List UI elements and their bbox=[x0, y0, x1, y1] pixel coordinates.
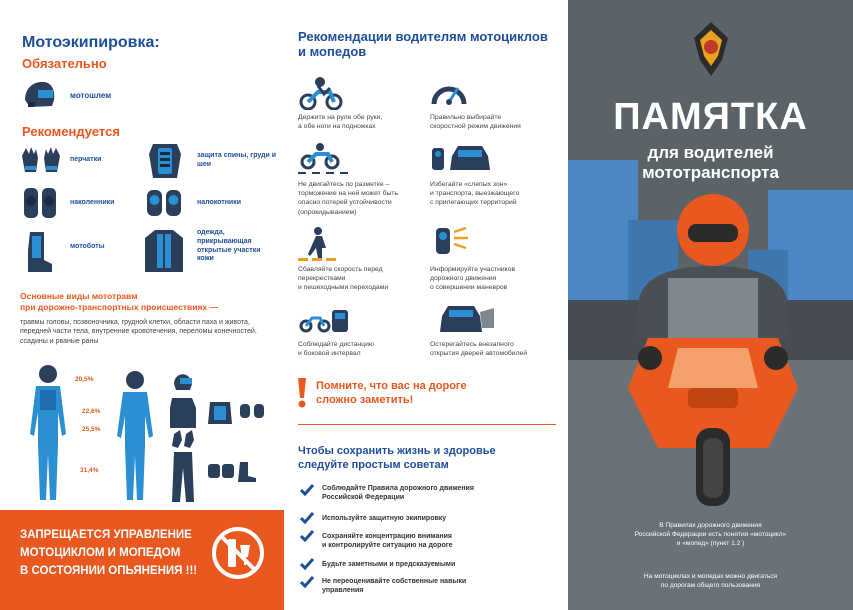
ban-line-2: МОТОЦИКЛОМ И МОПЕДОМ bbox=[20, 546, 181, 559]
distance-icon bbox=[298, 306, 350, 334]
injury-title-line1: Основные виды мототравм bbox=[20, 291, 138, 301]
motorcyclist-illustration bbox=[608, 188, 818, 508]
exclamation-icon bbox=[296, 378, 308, 408]
kneepads-label: наколенники bbox=[70, 199, 115, 206]
check-icon bbox=[300, 558, 314, 570]
check-icon bbox=[300, 512, 314, 524]
back-protector-icon bbox=[145, 140, 185, 180]
boots-label: мотоботы bbox=[70, 243, 105, 250]
mandatory-heading: Обязательно bbox=[22, 56, 107, 71]
equipment-column bbox=[0, 0, 284, 610]
cover-column bbox=[568, 0, 853, 610]
blind-zone-icon bbox=[430, 142, 492, 174]
check-icon bbox=[300, 530, 314, 542]
biker-hands-icon bbox=[298, 76, 344, 110]
ban-text bbox=[20, 527, 205, 580]
tip-speed: Правильно выбирайте скоростной режим движения bbox=[430, 114, 521, 131]
tip-markings: Не двигайтесь по разметке – торможение на ней может быть опасно потерей устойчивости (опрокидыванием) bbox=[298, 181, 399, 216]
body-figure-front bbox=[18, 364, 118, 504]
advice-item: Сохраняйте концентрацию внимания и контролируйте ситуацию на дороге bbox=[322, 533, 453, 550]
tip-doors: Остерегайтесь внезапного открытия дверей автомобилей bbox=[430, 341, 528, 358]
tip-blind-zones: Избегайте «слепых зон» и транспорта, выезжающего с прилегающих территорий bbox=[430, 181, 520, 207]
gloves-label: перчатки bbox=[70, 156, 102, 163]
elbowpads-icon bbox=[145, 186, 183, 220]
back-protection-label: защита спины, груди и шеи bbox=[197, 152, 277, 168]
tip-hands: Держите на руле обе руки, а обе ноги на подножках bbox=[298, 114, 383, 131]
pedestrian-crossing-icon bbox=[298, 226, 338, 262]
helmet-label: мотошлем bbox=[70, 91, 112, 100]
body-figure-back bbox=[105, 370, 165, 504]
speedometer-icon bbox=[430, 76, 468, 108]
road-marking-icon bbox=[298, 142, 348, 176]
stat-legs: 31,4% bbox=[80, 467, 99, 474]
clothing-label: одежда, прикрывающая открытые участки кожи bbox=[197, 229, 261, 263]
recommended-heading: Рекомендуется bbox=[22, 124, 120, 139]
helmet-icon bbox=[22, 80, 56, 110]
stat-head: 20,5% bbox=[75, 376, 94, 383]
gear-set-icons bbox=[170, 368, 270, 506]
recommendations-title: Рекомендации водителям мотоциклов и мопедов bbox=[298, 29, 548, 59]
boots-icon bbox=[24, 230, 54, 274]
advice-item: Используйте защитную экипировку bbox=[322, 515, 447, 522]
divider bbox=[298, 424, 556, 425]
injury-title-line2: при дорожно-транспортных происшествиях — bbox=[20, 302, 219, 313]
police-emblem bbox=[692, 20, 730, 78]
injury-text: травмы головы, позвоночника, грудной клетки, области паха и живота, передней части тела, внутренние кровотечения, переломы конечностей, ссадины и рваные раны bbox=[20, 319, 257, 345]
advice-item: Будьте заметными и предсказуемыми bbox=[322, 561, 456, 568]
memo-title: ПАМЯТКА bbox=[613, 96, 808, 138]
turn-signal-icon bbox=[430, 224, 470, 258]
injury-title bbox=[20, 291, 280, 313]
visibility-warning: Помните, что вас на дороге сложно заметить! bbox=[316, 380, 467, 406]
jacket-icon bbox=[143, 228, 185, 274]
tip-signals: Информируйте участников дорожного движения о совершении маневров bbox=[430, 266, 516, 292]
ban-line-1: ЗАПРЕЩАЕТСЯ УПРАВЛЕНИЕ bbox=[20, 529, 192, 541]
tip-distance: Соблюдайте дистанцию и боковой интервал bbox=[298, 341, 374, 358]
gloves-icon bbox=[20, 146, 62, 174]
simple-advice-title: Чтобы сохранить жизнь и здоровье следуйте простым советам bbox=[298, 445, 496, 472]
ban-line-3: В СОСТОЯНИИ ОПЬЯНЕНИЯ !!! bbox=[20, 564, 198, 577]
recommendations-column bbox=[284, 0, 568, 610]
kneepads-icon bbox=[22, 186, 58, 220]
elbowpads-label: налокотники bbox=[197, 199, 242, 206]
memo-subtitle: для водителей мототранспорта bbox=[642, 143, 779, 182]
car-door-icon bbox=[440, 302, 496, 336]
check-icon bbox=[300, 484, 314, 496]
advice-item: Соблюдайте Правила дорожного движения Российской Федерации bbox=[322, 485, 474, 502]
stat-arms: 25,5% bbox=[82, 426, 101, 433]
equipment-title: Мотоэкипировка: bbox=[22, 34, 160, 51]
tip-crossings: Сбавляйте скорость перед перекрестками и пешеходными переходами bbox=[298, 266, 389, 292]
check-icon bbox=[300, 576, 314, 588]
roads-note: На мотоциклах и мопедах можно двигаться по дорогам общего пользования bbox=[643, 573, 778, 590]
rules-note: В Правилах дорожного движения Российской Федерации есть понятия «мотоцикл» и «мопед» (пункт 1.2 ) bbox=[634, 522, 787, 548]
no-alcohol-icon bbox=[210, 525, 266, 581]
advice-item: Не переоценивайте собственные навыки управления bbox=[322, 578, 467, 595]
stat-torso: 22,6% bbox=[82, 408, 101, 415]
